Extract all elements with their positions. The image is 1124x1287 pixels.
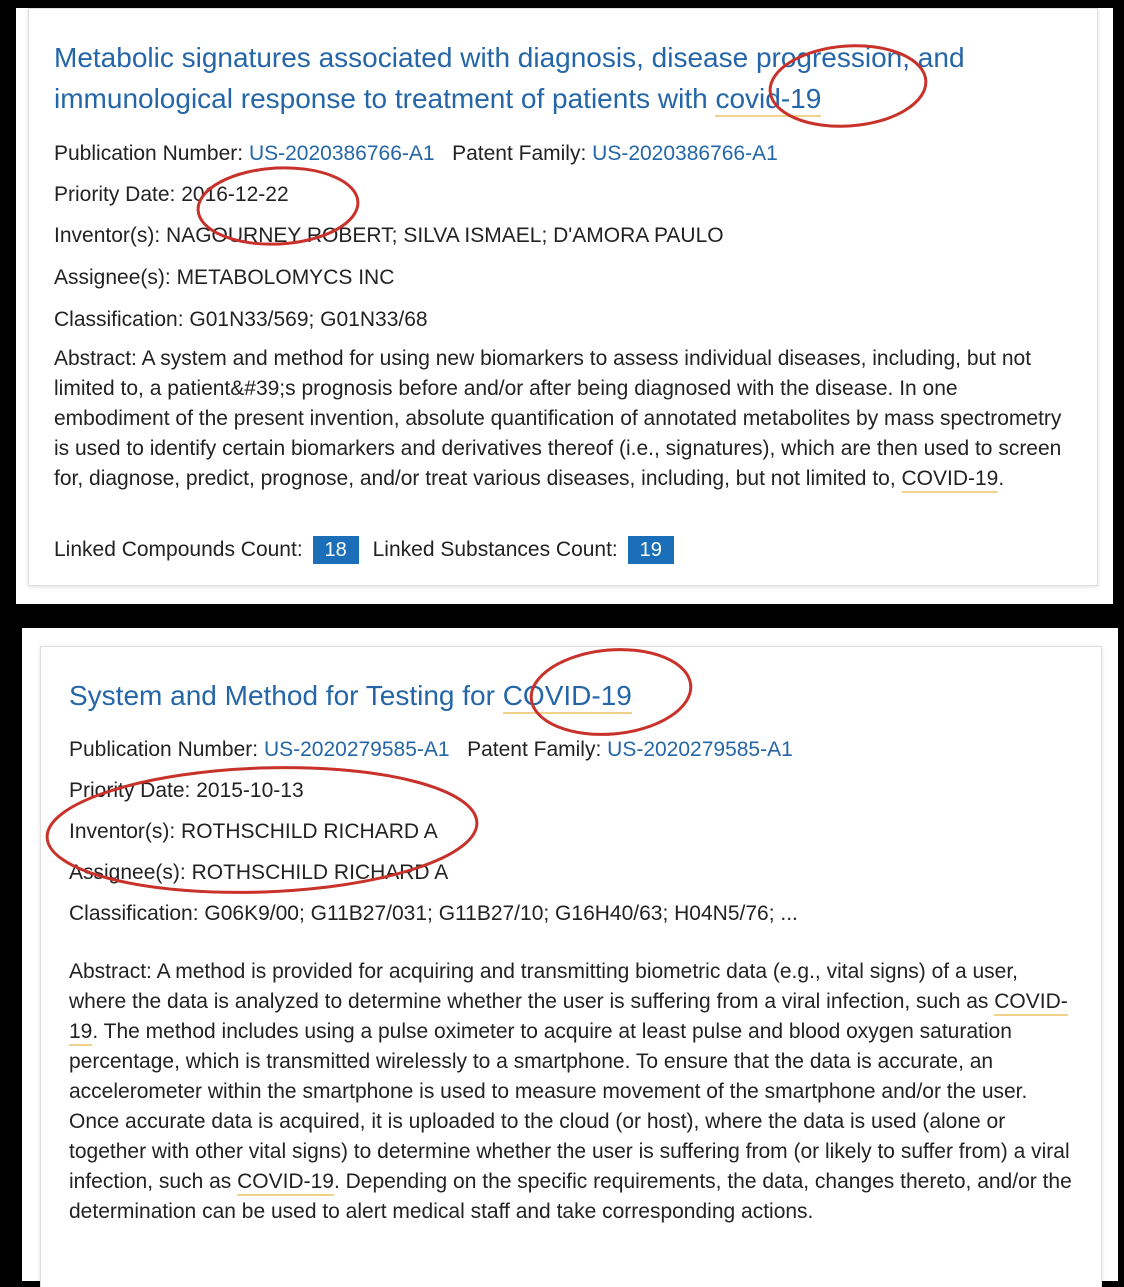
inventors-row bbox=[54, 222, 724, 250]
priority-date-value: 2015-10-13 bbox=[196, 779, 304, 802]
classification-value: G01N33/569; G01N33/68 bbox=[189, 308, 428, 331]
abstract-highlight: COVID-19 bbox=[237, 1170, 334, 1196]
screenshot-1 bbox=[16, 8, 1113, 604]
patent-result-card-1 bbox=[28, 8, 1098, 586]
abstract-highlight: COVID-19 bbox=[902, 467, 999, 493]
priority-date-label: Priority Date: bbox=[69, 779, 191, 802]
publication-row bbox=[69, 736, 793, 764]
assignees-value: METABOLOMYCS INC bbox=[176, 266, 395, 289]
patent-title-link[interactable] bbox=[54, 37, 1074, 119]
title-text: System and Method for Testing for bbox=[69, 680, 503, 711]
assignees-row bbox=[69, 859, 448, 887]
patent-title-link[interactable] bbox=[69, 675, 1069, 716]
publication-number-label: Publication Number: bbox=[54, 142, 244, 165]
inventors-value: ROTHSCHILD RICHARD A bbox=[181, 820, 438, 843]
abstract-text: A system and method for using new biomarkers to assess individual diseases, including, but not limited to, a patient&#39;s prognosis before and/or after being diagnosed with the disease. In one embodiment of the present invention, absolute quantification of annotated metabolites by mass spectrometry is used to identify certain biomarkers and derivatives thereof (i.e., signatures), which are then used to screen for, diagnose, predict, prognose, and/or treat various diseases, including, but not limited to, bbox=[54, 347, 1062, 490]
linked-counts-row bbox=[54, 536, 682, 564]
abstract-highlight: COVID-19 bbox=[69, 990, 1068, 1046]
abstract-label: Abstract: bbox=[54, 347, 137, 370]
screenshot-2 bbox=[22, 628, 1118, 1281]
inventors-value: NAGOURNEY ROBERT; SILVA ISMAEL; D'AMORA PAULO bbox=[166, 224, 724, 247]
abstract-text-end: . bbox=[998, 467, 1005, 490]
priority-date-row bbox=[69, 777, 304, 805]
title-text: Metabolic signatures associated with diagnosis, disease progression, and immunological response to treatment of patients with bbox=[54, 42, 965, 114]
linked-substances-label: Linked Substances Count: bbox=[372, 538, 618, 561]
linked-compounds-badge[interactable]: 18 bbox=[313, 536, 359, 564]
title-highlight: COVID-19 bbox=[503, 680, 632, 714]
assignees-label: Assignee(s): bbox=[54, 266, 171, 289]
linked-substances-badge[interactable]: 19 bbox=[628, 536, 674, 564]
patent-family-link[interactable]: US-2020279585-A1 bbox=[607, 738, 793, 761]
linked-compounds-label: Linked Compounds Count: bbox=[54, 538, 303, 561]
abstract-label: Abstract: bbox=[69, 960, 152, 983]
abstract bbox=[69, 957, 1079, 1227]
classification-value: G06K9/00; G11B27/031; G11B27/10; G16H40/63; H04N5/76; ... bbox=[204, 902, 798, 925]
patent-family-label: Patent Family: bbox=[467, 738, 602, 761]
abstract-text: . Depending on the specific requirements, the data, changes thereto, and/or the determination can be used to alert medical staff and take corresponding actions. bbox=[69, 1170, 1072, 1223]
priority-date-value: 2016-12-22 bbox=[181, 183, 289, 206]
patent-result-card-2 bbox=[40, 646, 1102, 1287]
publication-number-label: Publication Number: bbox=[69, 738, 259, 761]
assignees-row bbox=[54, 264, 394, 292]
priority-date-label: Priority Date: bbox=[54, 183, 176, 206]
classification-row bbox=[54, 306, 428, 334]
inventors-label: Inventor(s): bbox=[54, 224, 161, 247]
abstract-text: . The method includes using a pulse oximeter to acquire at least pulse and blood oxygen saturation percentage, which is transmitted wirelessly to a smartphone. To ensure that the data is accurate, an accelerometer within the smartphone is used to measure movement of the smartphone and/or the user. Once accurate data is acquired, it is uploaded to the cloud (or host), where the data is used (alone or together with other vital signs) to determine whether the user is suffering from (or likely to suffer from) a viral infection, such as bbox=[69, 1020, 1070, 1193]
inventors-label: Inventor(s): bbox=[69, 820, 176, 843]
abstract bbox=[54, 344, 1064, 494]
inventors-row bbox=[69, 818, 438, 846]
title-highlight: covid-19 bbox=[715, 83, 821, 117]
classification-label: Classification: bbox=[69, 902, 199, 925]
abstract-text: A method is provided for acquiring and transmitting biometric data (e.g., vital signs) of a user, where the data is analyzed to determine whether the user is suffering from a viral infection, such as bbox=[69, 960, 1018, 1013]
publication-number-link[interactable]: US-2020386766-A1 bbox=[248, 142, 435, 165]
patent-family-label: Patent Family: bbox=[452, 142, 587, 165]
publication-row bbox=[54, 140, 778, 168]
classification-label: Classification: bbox=[54, 308, 184, 331]
priority-date-row bbox=[54, 181, 289, 209]
assignees-value: ROTHSCHILD RICHARD A bbox=[191, 861, 449, 884]
classification-row bbox=[69, 900, 798, 928]
publication-number-link[interactable]: US-2020279585-A1 bbox=[263, 738, 450, 761]
assignees-label: Assignee(s): bbox=[69, 861, 186, 884]
patent-family-link[interactable]: US-2020386766-A1 bbox=[592, 142, 778, 165]
